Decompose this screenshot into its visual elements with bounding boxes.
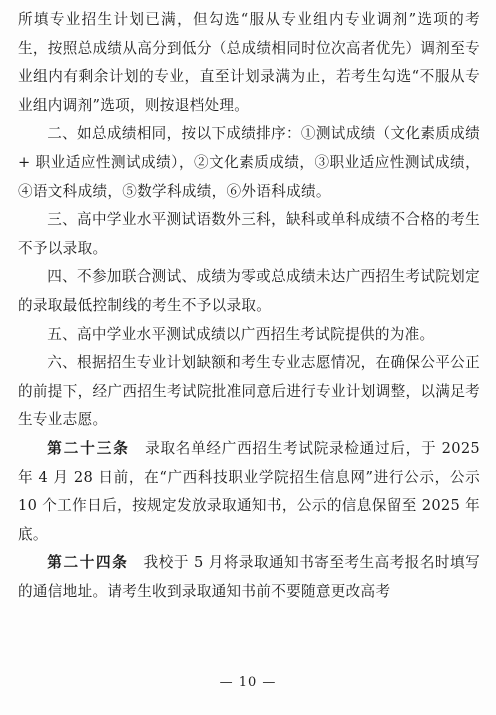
paragraph-text: 六、根据招生专业计划缺额和考生专业志愿情况，在确保公平公正的前提下，经广西招生考试院批准同意后进行专业计划调整，以满足考生专业志愿。 <box>18 354 480 429</box>
paragraph-text: 五、高中学业水平测试成绩以广西招生考试院提供的为准。 <box>47 325 435 343</box>
article-text: 录取名单经广西招生考试院录检通过后，于 2025 年 4 月 28 日前，在“广西科技职业学院招生信息网”进行公示，公示 10 个工作日后，按规定发放录取通知书，公示的信息保留至 2025 年底。 <box>18 439 480 543</box>
paragraph-text: 三、高中学业水平测试语数外三科，缺科或单科成绩不合格的考生不予以录取。 <box>18 211 480 257</box>
paragraph-text: 二、如总成绩相同，按以下成绩排序：①测试成绩（文化素质成绩 + 职业适应性测试成绩），②文化素质成绩，③职业适应性测试成绩，④语文科成绩，⑤数学科成绩，⑥外语科成绩。 <box>18 125 480 200</box>
paragraph-tie-ranking <box>18 120 480 206</box>
paragraph-subject-requirement <box>18 206 480 263</box>
article-text: 我校于 5 月将录取通知书寄至考生高考报名时填写的通信地址。请考生收到录取通知书前不要随意更改高考 <box>18 554 480 600</box>
paragraph-minimum-score <box>18 263 480 320</box>
article-23 <box>18 435 480 549</box>
document-body <box>18 6 480 606</box>
article-heading: 第二十四条 <box>47 554 129 572</box>
article-24 <box>18 549 480 606</box>
paragraph-score-source <box>18 321 480 350</box>
paragraph-text: 四、不参加联合测试、成绩为零或总成绩未达广西招生考试院划定的录取最低控制线的考生不予以录取。 <box>18 268 480 314</box>
paragraph-plan-adjustment <box>18 349 480 435</box>
paragraph-continuation <box>18 6 480 120</box>
paragraph-text: 所填专业招生计划已满，但勾选“服从专业组内专业调剂”选项的考生，按照总成绩从高分到低分（总成绩相同时位次高者优先）调剂至专业组内有剩余计划的专业，直至计划录满为止，若考生勾选“不服从专业组内调剂”选项，则按退档处理。 <box>18 11 480 114</box>
page-number: — 10 — <box>219 675 277 690</box>
article-heading: 第二十三条 <box>47 439 130 457</box>
